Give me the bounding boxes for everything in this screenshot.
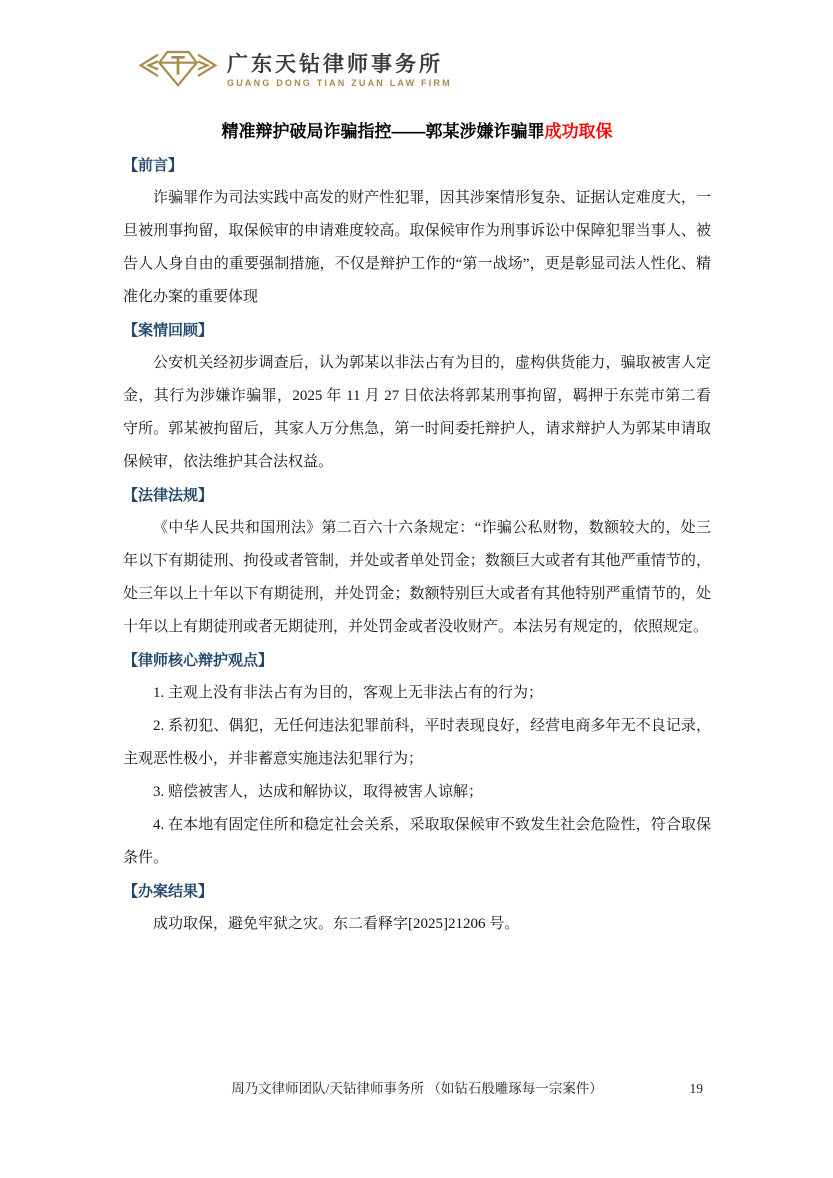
section-case-review: [123, 314, 711, 479]
section-case-review-paragraph: 公安机关经初步调查后，认为郭某以非法占有为目的，虚构供货能力，骗取被害人定金，其行为涉嫌诈骗罪，2025 年 11 月 27 日依法将郭某刑事拘留，羁押于东莞市第二看守所。郭某被拘留后，其家人万分焦急，第一时间委托辩护人，请求辩护人为郭某申请取保候审，依法维护其合法权益。: [123, 355, 711, 470]
article-title: [123, 119, 711, 145]
diamond-gem-icon: [138, 45, 218, 96]
section-case-review-heading: 【案情回顾】: [123, 322, 214, 339]
page-footer: [123, 1080, 711, 1098]
section-legal-provisions-heading: 【法律法规】: [123, 487, 214, 504]
section-preface: [123, 149, 711, 314]
logo-english-name: GUANG DONG TIAN ZUAN LAW FIRM: [227, 77, 452, 88]
logo-text: [227, 53, 452, 88]
page-number: 19: [689, 1081, 703, 1096]
section-preface-heading: 【前言】: [123, 157, 184, 174]
defense-point-2: 2. 系初犯、偶犯，无任何违法犯罪前科，平时表现良好，经营电商多年无不良记录，主观恶性极小，并非蓄意实施违法犯罪行为；: [123, 718, 711, 767]
defense-point-1: 1. 主观上没有非法占有为目的，客观上无非法占有的行为；: [153, 685, 544, 701]
section-legal-provisions-paragraph: 《中华人民共和国刑法》第二百六十六条规定：“诈骗公私财物，数额较大的，处三年以下有期徒刑、拘役或者管制，并处或者单处罚金；数额巨大或者有其他严重情节的，处三年以上十年以下有期徒刑，并处罚金；数额特别巨大或者有其他特别严重情节的，处十年以上有期徒刑或者无期徒刑，并处罚金或者没收财产。本法另有规定的，依照规定。: [123, 520, 711, 635]
section-preface-paragraph: 诈骗罪作为司法实践中高发的财产性犯罪，因其涉案情形复杂、证据认定难度大，一旦被刑事拘留，取保候审的申请难度较高。取保候审作为刑事诉讼中保障犯罪当事人、被告人人身自由的重要强制措施，不仅是辩护工作的“第一战场”，更是彰显司法人性化、精准化办案的重要体现: [123, 190, 711, 305]
title-highlight-text: 成功取保: [544, 122, 613, 141]
section-case-result-heading: 【办案结果】: [123, 883, 214, 900]
law-firm-logo: [138, 46, 711, 94]
section-case-result-paragraph: 成功取保，避免牢狱之灾。东二看释字[2025]21206 号。: [153, 916, 520, 932]
defense-point-3: 3. 赔偿被害人，达成和解协议，取得被害人谅解；: [153, 784, 484, 800]
title-main-text: 精准辩护破局诈骗指控——郭某涉嫌诈骗罪: [221, 122, 545, 141]
defense-point-4: 4. 在本地有固定住所和稳定社会关系，采取取保候审不致发生社会危险性，符合取保条件。: [123, 817, 711, 866]
section-legal-provisions: [123, 479, 711, 644]
section-case-result: [123, 875, 711, 941]
footer-team-text: 周乃文律师团队/天钻律师事务所 （如钻石般雕琢每一宗案件）: [231, 1081, 603, 1096]
logo-chinese-name: 广东天钻律师事务所: [227, 52, 443, 76]
section-defense-points-heading: 【律师核心辩护观点】: [123, 652, 274, 669]
section-defense-points: [123, 644, 711, 875]
